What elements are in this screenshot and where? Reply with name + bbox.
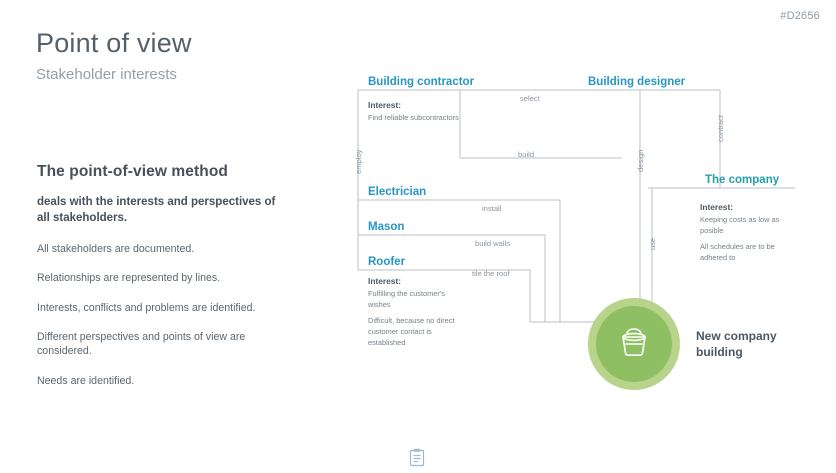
edge-label-use: use — [648, 237, 657, 250]
interest-title: Interest: — [700, 202, 734, 212]
edge-label-build: build — [518, 150, 535, 159]
interest-text: Find reliable subcontractors — [368, 113, 459, 122]
edge-label-design: design — [636, 149, 645, 172]
interest-title: Interest: — [368, 276, 402, 286]
method-bullet: Needs are identified. — [37, 374, 135, 387]
edge-label-contract: contract — [716, 114, 725, 142]
clipboard-icon — [408, 448, 426, 468]
edge-label-tile-the-roof: tile the roof — [472, 269, 510, 278]
edge-label-install: install — [482, 204, 502, 213]
method-bullet: All stakeholders are documented. — [37, 243, 195, 256]
interest-building-contractor — [368, 100, 463, 130]
edge-label-build-walls: build walls — [475, 239, 511, 248]
page-subtitle: Stakeholder interests — [36, 66, 177, 83]
method-text-block — [37, 163, 287, 403]
node-electrician[interactable]: Electrician — [368, 186, 427, 198]
interest-text: All schedules are to be adhered to — [700, 242, 775, 263]
node-building-contractor[interactable]: Building contractor — [368, 76, 475, 88]
node-mason[interactable]: Mason — [368, 221, 405, 233]
method-bullet: Interests, conflicts and problems are identified. — [37, 301, 256, 314]
interest-roofer — [368, 276, 463, 355]
edge-label-employ: employ — [354, 149, 363, 174]
node-building-designer[interactable]: Building designer — [588, 76, 686, 88]
interest-title: Interest: — [368, 100, 402, 110]
interest-text: Fulfilling the customer's wishes — [368, 289, 445, 309]
interest-the-company — [700, 202, 795, 270]
method-bullet: Different perspectives and points of view are considered. — [37, 330, 246, 358]
edge-label-select: select — [520, 94, 540, 103]
interest-text: Difficult, because no direct customer contact is established — [368, 316, 455, 347]
result-label: New company building — [696, 329, 777, 360]
interest-text: Keeping costs as low as posible — [700, 215, 780, 235]
node-roofer[interactable]: Roofer — [368, 256, 406, 268]
method-heading: The point-of-view method — [37, 163, 228, 180]
result-node[interactable] — [588, 298, 680, 390]
method-subheading: deals with the interests and perspectives of all stakeholders. — [37, 196, 276, 224]
paint-bucket-icon — [614, 324, 654, 364]
page-title: Point of view — [36, 28, 192, 58]
result-circle-inner — [596, 306, 672, 382]
node-the-company[interactable]: The company — [705, 174, 780, 186]
slide-id: #D2656 — [780, 10, 820, 22]
method-bullet: Relationships are represented by lines. — [37, 272, 221, 285]
